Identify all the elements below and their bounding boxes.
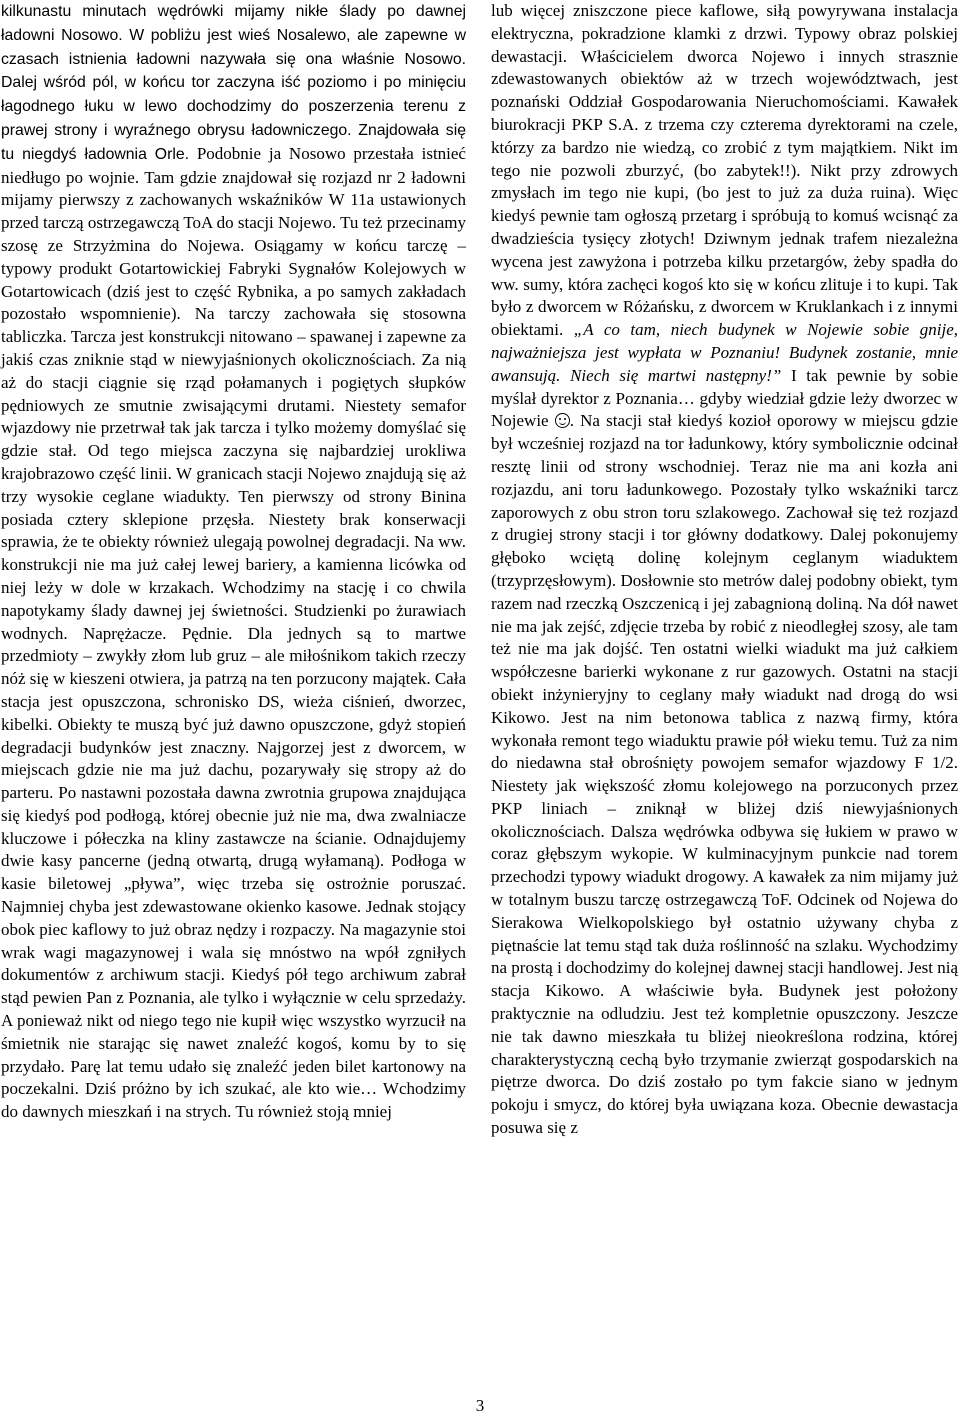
left-text-segment-3: Tam gdzie znajdował się rozjazd nr 2 ładowni mijamy pierwszy z zachowanych wskaźników W 11a ustawionych przed tarczą ostrzegawczą ToA do stacji Nojewo. Tu też przecinamy szosę ze Strzyżmina do Nojewa. Osiągamy w końcu tarczę – typowy produkt Gotartowickiej Fabryki Sygnałów Kolejowych w Gotartowicach (dziś jest to część Rybnika, a po samych zakładach pozostało wspomnienie). Na tarczy zachowała się stosowna tabliczka. Tarcza jest konstrukcji nitowano – spawanej i zapewne za jakiś czas zniknie stąd w niewyjaśnionych okolicznościach. Za nią aż do stacji ciągnie się rząd połamanych i pogiętych słupków pędniowych ze smutnie zwisającymi drutami. Niestety semafor wjazdowy nie przetrwał tak jak tarcza i tylko możemy domyślać się gdzie stał. Od tego miejsca zaczyna się najbardziej urokliwa krajobrazowo część linii. W granicach stacji Nojewo znajdują się aż trzy wysokie ceglane wiadukty. Ten pierwszy od strony Binina posiada cztery sklepione przęsła. Niestety brak konserwacji sprawia, że te obiekty również ulegają powolnej degradacji. Na ww. konstrukcji nie ma już całej lewej bariery, a kamienna licówka od niej leży w dole w krzakach. Wchodzimy na stację i co chwila napotykamy ślady dawnej jej świetności. Studzienki po żurawiach wodnych. Naprężacze. Pędnie. Dla jednych są to martwe przedmioty – zwykły złom lub gruz – ale miłośnikom takich rzeczy nóż się w kieszeni otwiera, ja patrzą na ten porzucony majątek. Cała stacja jest opuszczona, schronisko DS, wieża ciśnień, dworzec, kibelki. Obiekty te muszą być już dawno opuszczone, gdyż stopień degradacji budynków jest znaczny. Najgorzej jest z dworcem, w miejscach gdzie nie ma już dachu, pozarywały się stropy aż do parteru. Po nastawni pozostała dawna zwrotnia grupowa znajdująca się kiedyś pod podłogą, której obecnie już nie ma, dwa zwalniacze kluczowe i półeczka na kliny zastawcze na ścianie. Odnajdujemy dwie kasy pancerne (jedną otwartą, drugą wyłamaną). Podłoga w kasie biletowej „pływa”, więc trzeba się ostrożnie poruszać. Najmniej chyba jest zdewastowane okienko kasowe. Jednak stojący obok piec kaflowy to już obraz nędzy i rozpaczy. Na magazynie stoi wrak wagi magazynowej i wala się mnóstwo na wpół zgniłych dokumentów z archiwum stacji. Kiedyś pół tego archiwum zabrał stąd pewien Pan z Poznania, ale tylko i wyłącznie w celu sprzedaży. A ponieważ nikt od niego tego nie kupił więc wszystko wyrzucił na śmietnik nie starając się nawet znaleźć kogoś, komu by to się przydało. Parę lat temu udało się znaleźć jeden bilet kartonowy na poczekalni. Dziś próżno by ich szukać, ale kto wie… Wchodzimy do dawnych mieszkań i na strych. Tu również stoją mniej: [1, 167, 466, 1122]
left-text-segment-1: kilkunastu minutach wędrówki mijamy nikłe ślady po dawnej ładowni Nosowo. W pobliżu jest wieś Nosalewo, ale zapewne w czasach istnienia ładowni nazywała się ona właśnie Nosowo. Dalej wśród pól, w końcu tor zaczyna iść poziomo i po minięciu łagodnego łuku w lewo dochodzimy do poszerzenia terenu z prawej strony i wyraźnego obrysu ładowniczego. Znajdowała się tu niegdyś ładownia Orle.: [1, 3, 466, 163]
right-column: [491, 0, 958, 1140]
left-text-segment-2: Podobnie ja Nosowo przestała istnieć niedługo po wojnie.: [1, 143, 466, 187]
right-paragraph: [491, 0, 958, 1140]
right-text-segment-1: lub więcej zniszczone piece kaflowe, siłą powyrywana instalacja elektryczna, pokradzione klamki z drzwi. Typowy obraz polskiej dewastacji. Właścicielem dworca Nojewo i innych strasznie zdewastowanych obiektów aż w trzech województwach, jest poznański Oddział Gospodarowania Nieruchomościami. Kawałek biurokracji PKP S.A. z trzema czy czterema dyrektorami na czele, którzy za bardzo nie wiedzą, co zrobić z tym majątkiem. Nikt im tego nie pozwoli zburzyć, (bo zabytek!!). Nikt przy zdrowych zmysłach im tego nie kupi, (bo jest to już za duża ruina). Więc kiedyś pewnie tam ogłoszą przetarg i spróbują to komuś wcisnąć za dwadzieścia tysięcy złotych! Dziwnym jednak trafem niezależna wycena jest zawyżona i potrzeba kilku przetargów, żeby spadła do ww. sumy, która zachęci kogoś kto się w końcu zlituje i to kupi. Tak było z dworcem w Różańsku, z dworcem w Kruklankach i z innymi obiektami.: [491, 1, 958, 340]
left-paragraph: [1, 0, 466, 1124]
smiley-icon: [555, 413, 570, 428]
left-column: [1, 0, 466, 1124]
right-text-segment-3: I tak pewnie by sobie myślał dyrektor z Poznania… gdyby wiedział gdzie leży dworzec w Nojewie: [491, 365, 958, 431]
right-text-segment-4: . Na stacji stał kiedyś kozioł oporowy w miejscu gdzie był wcześniej rozjazd na tor ładunkowy, który symbolicznie odcinał resztę linii od strony wschodniej. Teraz nie ma ani kozła ani rozjazdu, ani toru ładunkowego. Pozostały tylko wskaźniki tarcz zaporowych z obu stron toru szlakowego. Zachował się też rozjazd z drugiej strony stacji i tor główny dodatkowy. Dalej pokonujemy głęboko wciętą dolinę kolejnym ceglanym wiaduktem (trzyprzęsłowym). Dosłownie sto metrów dalej podobny obiekt, tym razem nad rzeczką Oszczenicą i jej zabagnioną doliną. Na dół nawet nie ma jak zejść, zdjęcie trzeba by robić z nieodległej szosy, ale tam też nie ma jak dojść. Ten ostatni wielki wiadukt ma już całkiem współczesne barierki wykonane z rur gazowych. Ostatni na stacji obiekt inżynieryjny to ceglany mały wiadukt nad drogą do wsi Kikowo. Jest na nim betonowa tablica z nazwą firmy, która wykonała remont tego wiaduktu prawie pół wieku temu. Tuż za nim do niedawna stał obrośnięty powojem semafor wjazdowy F 1/2. Niestety jak większość złomu kolejowego na porzuconych przez PKP liniach – zniknął w bliżej dziś niewyjaśnionych okolicznościach. Dalsza wędrówka odbywa się łukiem w prawo w coraz głębszym wykopie. W kulminacyjnym punkcie nad torem przechodzi typowy wiadukt drogowy. A kawałek za nim mijamy już w totalnym buszu tarczę ostrzegawczą ToF. Odcinek od Nojewa do Sierakowa Wielkopolskiego był ostatnio używany chyba z piętnaście lat temu stąd tak duża roślinność na szlaku. Wychodzimy na prostą i dochodzimy do kolejnej dawnej stacji handlowej. Jest nią stacja Kikowo. A właściwie była. Budynek jest położony praktycznie na odludziu. Jest też kompletnie opuszczony. Jeszcze nie tak dawno mieszkała tu bliżej nieokreślona rodzina, której charakterystyczną cechą było trzymanie zwierząt gospodarskich na piętrze dworca. Do dziś zostało po tym fakcie siano w jednym pokoju i smycz, do której była uwiązana koza. Obecnie dewastacja posuwa się z: [491, 411, 958, 1138]
page-number: 3: [475, 1396, 485, 1415]
right-italic-quote: „A co tam, niech budynek w Nojewie sobie gnije, najważniejsza jest wypłata w Poznaniu! Budynek zostanie, mnie awansują. Niech się martwi następny!”: [491, 320, 959, 385]
